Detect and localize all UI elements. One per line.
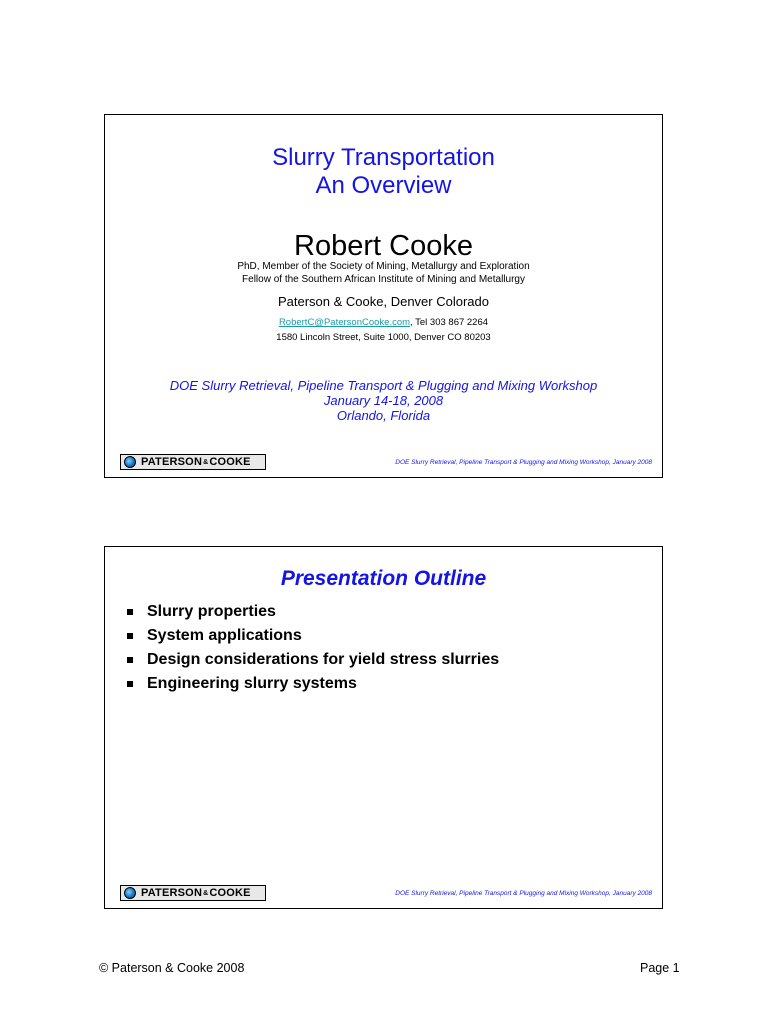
company-logo (120, 454, 266, 470)
logo-text-amp: & (203, 458, 209, 466)
email-link[interactable]: RobertC@PatersonCooke.com (278, 317, 411, 328)
logo-text-amp: & (203, 889, 209, 897)
outline-title: Presentation Outline (280, 567, 487, 590)
author-credential-2: Fellow of the Southern African Institute of Mining and Metallurgy (242, 274, 525, 285)
copyright-text: © Paterson & Cooke 2008 (99, 961, 245, 975)
list-item (125, 648, 499, 672)
bullet-text: System applications (147, 627, 302, 644)
logo-text-right: COOKE (209, 887, 251, 899)
logo-text-right: COOKE (209, 456, 251, 468)
square-bullet-icon (127, 681, 133, 687)
slide-title-line-1: Slurry Transportation (272, 144, 495, 171)
logo-text-left: PATERSON (141, 887, 203, 899)
slide-title-line-2: An Overview (315, 172, 452, 199)
outline-slide (104, 546, 663, 909)
title-slide (104, 114, 663, 478)
globe-logo-icon (124, 887, 136, 899)
contact-line (105, 317, 662, 329)
workshop-date: January 14-18, 2008 (323, 393, 444, 408)
logo-text-left: PATERSON (141, 456, 203, 468)
square-bullet-icon (127, 609, 133, 615)
square-bullet-icon (127, 633, 133, 639)
list-item (125, 672, 499, 696)
page-number: Page 1 (640, 961, 680, 975)
globe-logo-icon (124, 456, 136, 468)
bullet-text: Slurry properties (147, 603, 276, 620)
slide-footer-note: DOE Slurry Retrieval, Pipeline Transport & Plugging and Mixing Workshop, January 2008 (395, 459, 652, 466)
workshop-name: DOE Slurry Retrieval, Pipeline Transport & Plugging and Mixing Workshop (169, 378, 598, 393)
company-location: Paterson & Cooke, Denver Colorado (277, 294, 489, 309)
author-name: Robert Cooke (294, 230, 473, 262)
workshop-location: Orlando, Florida (336, 408, 431, 423)
phone-text: , Tel 303 867 2264 (410, 317, 489, 328)
address-line: 1580 Lincoln Street, Suite 1000, Denver CO 80203 (276, 332, 491, 343)
bullet-text: Design considerations for yield stress slurries (147, 651, 500, 668)
author-credential-1: PhD, Member of the Society of Mining, Metallurgy and Exploration (237, 261, 530, 272)
list-item (125, 600, 499, 624)
list-item (125, 624, 499, 648)
outline-list (125, 600, 499, 696)
slide-footer-note: DOE Slurry Retrieval, Pipeline Transport & Plugging and Mixing Workshop, January 2008 (395, 890, 652, 897)
bullet-text: Engineering slurry systems (147, 675, 357, 692)
company-logo (120, 885, 266, 901)
square-bullet-icon (127, 657, 133, 663)
